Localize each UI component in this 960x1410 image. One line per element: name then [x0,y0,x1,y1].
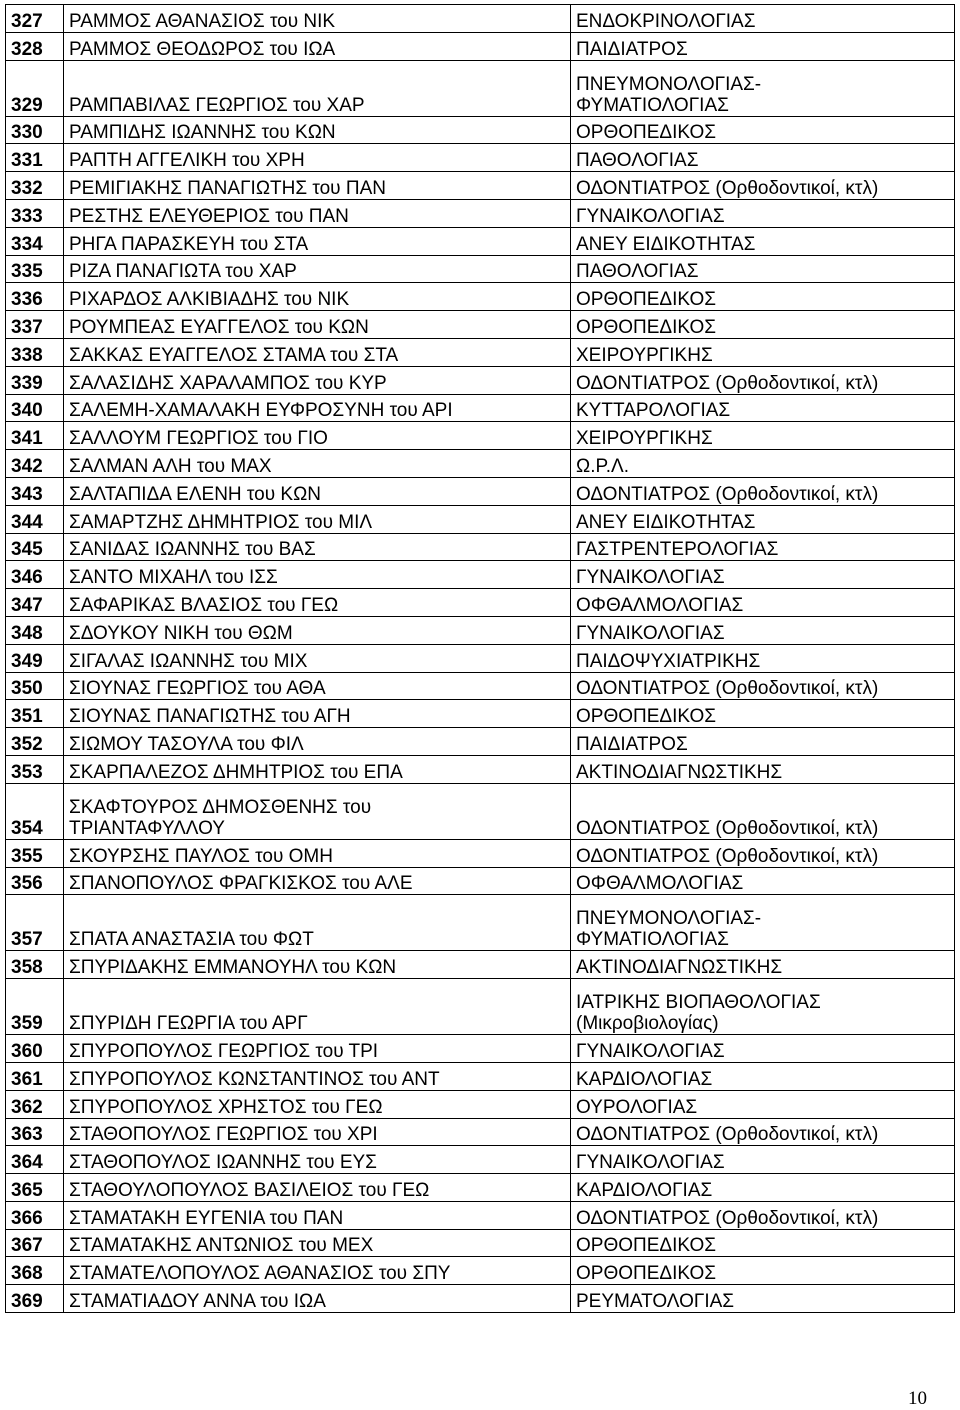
row-number: 347 [6,589,64,617]
doctor-name: ΣΤΑΜΑΤΑΚΗ ΕΥΓΕΝΙΑ του ΠΑΝ [64,1201,571,1229]
row-number: 335 [6,255,64,283]
table-row [6,783,955,839]
table-row [6,1257,955,1285]
specialty: ΓΥΝΑΙΚΟΛΟΓΙΑΣ [571,1146,955,1174]
table-row [6,366,955,394]
row-number: 354 [6,783,64,839]
table-row [6,505,955,533]
row-number: 353 [6,755,64,783]
row-number: 348 [6,616,64,644]
specialty: ΠΑΙΔΙΑΤΡΟΣ [571,32,955,60]
specialty: ΑΚΤΙΝΟΔΙΑΓΝΩΣΤΙΚΗΣ [571,951,955,979]
table-row [6,951,955,979]
doctor-name: ΣΑΛΤΑΠΙΔΑ ΕΛΕΝΗ του ΚΩΝ [64,477,571,505]
row-number: 350 [6,672,64,700]
row-number: 329 [6,60,64,116]
specialty: ΚΥΤΤΑΡΟΛΟΓΙΑΣ [571,394,955,422]
doctor-name: ΣΙΩΜΟΥ ΤΑΣΟΥΛΑ του ΦΙΛ [64,728,571,756]
specialty: ΕΝΔΟΚΡΙΝΟΛΟΓΙΑΣ [571,5,955,33]
table-row [6,1229,955,1257]
doctor-name: ΡΗΓΑ ΠΑΡΑΣΚΕΥΗ του ΣΤΑ [64,227,571,255]
table-row [6,255,955,283]
doctor-name: ΣΠΥΡΙΔΑΚΗΣ ΕΜΜΑΝΟΥΗΛ του ΚΩΝ [64,951,571,979]
doctor-name: ΡΑΠΤΗ ΑΓΓΕΛΙΚΗ του ΧΡΗ [64,144,571,172]
row-number: 359 [6,979,64,1035]
doctor-name: ΣΑΝΙΔΑΣ ΙΩΑΝΝΗΣ του ΒΑΣ [64,533,571,561]
doctor-name: ΣΙΟΥΝΑΣ ΓΕΩΡΓΙΟΣ του ΑΘΑ [64,672,571,700]
row-number: 367 [6,1229,64,1257]
specialty: ΟΡΘΟΠΕΔΙΚΟΣ [571,1229,955,1257]
row-number: 327 [6,5,64,33]
row-number: 338 [6,338,64,366]
row-number: 328 [6,32,64,60]
row-number: 345 [6,533,64,561]
doctor-name: ΣΤΑΜΑΤΙΑΔΟΥ ΑΝΝΑ του ΙΩΑ [64,1285,571,1313]
doctor-name: ΣΑΛΛΟΥΜ ΓΕΩΡΓΙΟΣ του ΓΙΟ [64,422,571,450]
doctor-name: ΣΙΟΥΝΑΣ ΠΑΝΑΓΙΩΤΗΣ του ΑΓΗ [64,700,571,728]
table-row [6,1090,955,1118]
doctor-name: ΣΚΑΦΤΟΥΡΟΣ ΔΗΜΟΣΘΕΝΗΣ του ΤΡΙΑΝΤΑΦΥΛΛΟΥ [64,783,571,839]
doctor-name: ΣΠΥΡΟΠΟΥΛΟΣ ΓΕΩΡΓΙΟΣ του ΤΡΙ [64,1035,571,1063]
doctor-name: ΡΙΧΑΡΔΟΣ ΑΛΚΙΒΙΑΔΗΣ του ΝΙΚ [64,283,571,311]
doctor-name: ΣΙΓΑΛΑΣ ΙΩΑΝΝΗΣ του ΜΙΧ [64,644,571,672]
row-number: 352 [6,728,64,756]
specialty: ΧΕΙΡΟΥΡΓΙΚΗΣ [571,422,955,450]
doctor-name: ΣΑΛΕΜΗ-ΧΑΜΑΛΑΚΗ ΕΥΦΡΟΣΥΝΗ του ΑΡΙ [64,394,571,422]
doctor-name: ΣΤΑΜΑΤΕΛΟΠΟΥΛΟΣ ΑΘΑΝΑΣΙΟΣ του ΣΠΥ [64,1257,571,1285]
doctor-name: ΣΠΥΡΙΔΗ ΓΕΩΡΓΙΑ του ΑΡΓ [64,979,571,1035]
table-row [6,283,955,311]
table-row [6,422,955,450]
table-row [6,311,955,339]
table-row [6,1062,955,1090]
row-number: 357 [6,895,64,951]
specialty: ΠΑΘΟΛΟΓΙΑΣ [571,144,955,172]
specialty: ΟΡΘΟΠΕΔΙΚΟΣ [571,116,955,144]
row-number: 356 [6,867,64,895]
specialty: ΑΝΕΥ ΕΙΔΙΚΟΤΗΤΑΣ [571,227,955,255]
row-number: 349 [6,644,64,672]
specialty: ΓΥΝΑΙΚΟΛΟΓΙΑΣ [571,561,955,589]
specialty: ΑΚΤΙΝΟΔΙΑΓΝΩΣΤΙΚΗΣ [571,755,955,783]
table-row [6,1285,955,1313]
specialty: ΟΔΟΝΤΙΑΤΡΟΣ (Ορθοδοντικοί, κτλ) [571,839,955,867]
specialty: ΟΔΟΝΤΙΑΤΡΟΣ (Ορθοδοντικοί, κτλ) [571,1118,955,1146]
specialty: Ω.Ρ.Λ. [571,450,955,478]
specialty: ΟΡΘΟΠΕΔΙΚΟΣ [571,700,955,728]
table-row [6,172,955,200]
doctor-name: ΣΑΚΚΑΣ ΕΥΑΓΓΕΛΟΣ ΣΤΑΜΑ του ΣΤΑ [64,338,571,366]
doctor-name: ΣΑΜΑΡΤΖΗΣ ΔΗΜΗΤΡΙΟΣ του ΜΙΛ [64,505,571,533]
doctor-name: ΣΔΟΥΚΟΥ ΝΙΚΗ του ΘΩΜ [64,616,571,644]
row-number: 362 [6,1090,64,1118]
row-number: 334 [6,227,64,255]
row-number: 330 [6,116,64,144]
row-number: 361 [6,1062,64,1090]
registry-table [5,4,955,1313]
specialty: ΟΥΡΟΛΟΓΙΑΣ [571,1090,955,1118]
doctor-name: ΡΙΖΑ ΠΑΝΑΓΙΩΤΑ του ΧΑΡ [64,255,571,283]
row-number: 363 [6,1118,64,1146]
specialty: ΟΔΟΝΤΙΑΤΡΟΣ (Ορθοδοντικοί, κτλ) [571,366,955,394]
table-row [6,144,955,172]
doctor-name: ΣΑΛΑΣΙΔΗΣ ΧΑΡΑΛΑΜΠΟΣ του ΚΥΡ [64,366,571,394]
specialty: ΓΑΣΤΡΕΝΤΕΡΟΛΟΓΙΑΣ [571,533,955,561]
table-row [6,867,955,895]
specialty: ΟΔΟΝΤΙΑΤΡΟΣ (Ορθοδοντικοί, κτλ) [571,172,955,200]
specialty: ΟΦΘΑΛΜΟΛΟΓΙΑΣ [571,589,955,617]
doctor-name: ΣΤΑΘΟΠΟΥΛΟΣ ΙΩΑΝΝΗΣ του ΕΥΣ [64,1146,571,1174]
specialty: ΟΡΘΟΠΕΔΙΚΟΣ [571,283,955,311]
table-row [6,199,955,227]
row-number: 366 [6,1201,64,1229]
page-number: 10 [908,1388,927,1409]
table-row [6,700,955,728]
table-row [6,338,955,366]
doctor-name: ΣΑΝΤΟ ΜΙΧΑΗΛ του ΙΣΣ [64,561,571,589]
doctor-name: ΣΠΑΤΑ ΑΝΑΣΤΑΣΙΑ του ΦΩΤ [64,895,571,951]
row-number: 351 [6,700,64,728]
table-row [6,561,955,589]
specialty: ΠΑΙΔΙΑΤΡΟΣ [571,728,955,756]
doctor-name: ΡΑΜΜΟΣ ΑΘΑΝΑΣΙΟΣ του ΝΙΚ [64,5,571,33]
table-row [6,839,955,867]
row-number: 368 [6,1257,64,1285]
row-number: 369 [6,1285,64,1313]
table-row [6,1174,955,1202]
row-number: 333 [6,199,64,227]
row-number: 341 [6,422,64,450]
specialty: ΟΔΟΝΤΙΑΤΡΟΣ (Ορθοδοντικοί, κτλ) [571,477,955,505]
table-row [6,589,955,617]
doctor-name: ΣΠΥΡΟΠΟΥΛΟΣ ΚΩΝΣΤΑΝΤΙΝΟΣ του ΑΝΤ [64,1062,571,1090]
table-row [6,394,955,422]
specialty: ΟΔΟΝΤΙΑΤΡΟΣ (Ορθοδοντικοί, κτλ) [571,1201,955,1229]
specialty: ΟΡΘΟΠΕΔΙΚΟΣ [571,311,955,339]
specialty: ΠΑΙΔΟΨΥΧΙΑΤΡΙΚΗΣ [571,644,955,672]
specialty: ΡΕΥΜΑΤΟΛΟΓΙΑΣ [571,1285,955,1313]
table-row [6,979,955,1035]
table-row [6,60,955,116]
table-row [6,227,955,255]
row-number: 355 [6,839,64,867]
table-row [6,477,955,505]
specialty: ΓΥΝΑΙΚΟΛΟΓΙΑΣ [571,1035,955,1063]
specialty: ΠΝΕΥΜΟΝΟΛΟΓΙΑΣ- ΦΥΜΑΤΙΟΛΟΓΙΑΣ [571,60,955,116]
row-number: 343 [6,477,64,505]
specialty: ΟΦΘΑΛΜΟΛΟΓΙΑΣ [571,867,955,895]
table-row [6,116,955,144]
table-row [6,1201,955,1229]
doctor-name: ΣΑΦΑΡΙΚΑΣ ΒΛΑΣΙΟΣ του ΓΕΩ [64,589,571,617]
row-number: 360 [6,1035,64,1063]
row-number: 336 [6,283,64,311]
table-row [6,1146,955,1174]
row-number: 332 [6,172,64,200]
row-number: 344 [6,505,64,533]
doctor-name: ΣΤΑΘΟΠΟΥΛΟΣ ΓΕΩΡΓΙΟΣ του ΧΡΙ [64,1118,571,1146]
registry-table-body [6,5,955,1313]
table-row [6,1035,955,1063]
specialty: ΧΕΙΡΟΥΡΓΙΚΗΣ [571,338,955,366]
row-number: 358 [6,951,64,979]
specialty: ΑΝΕΥ ΕΙΔΙΚΟΤΗΤΑΣ [571,505,955,533]
table-row [6,533,955,561]
specialty: ΟΔΟΝΤΙΑΤΡΟΣ (Ορθοδοντικοί, κτλ) [571,672,955,700]
doctor-name: ΡΕΜΙΓΙΑΚΗΣ ΠΑΝΑΓΙΩΤΗΣ του ΠΑΝ [64,172,571,200]
row-number: 342 [6,450,64,478]
row-number: 346 [6,561,64,589]
specialty: ΓΥΝΑΙΚΟΛΟΓΙΑΣ [571,616,955,644]
doctor-name: ΡΑΜΠΙΔΗΣ ΙΩΑΝΝΗΣ του ΚΩΝ [64,116,571,144]
row-number: 340 [6,394,64,422]
doctor-name: ΣΚΟΥΡΣΗΣ ΠΑΥΛΟΣ του ΟΜΗ [64,839,571,867]
table-row [6,616,955,644]
table-row [6,5,955,33]
doctor-name: ΣΚΑΡΠΑΛΕΖΟΣ ΔΗΜΗΤΡΙΟΣ του ΕΠΑ [64,755,571,783]
doctor-name: ΣΑΛΜΑΝ ΑΛΗ του ΜΑΧ [64,450,571,478]
table-row [6,755,955,783]
table-row [6,644,955,672]
doctor-name: ΡΟΥΜΠΕΑΣ ΕΥΑΓΓΕΛΟΣ του ΚΩΝ [64,311,571,339]
doctor-name: ΣΤΑΘΟΥΛΟΠΟΥΛΟΣ ΒΑΣΙΛΕΙΟΣ του ΓΕΩ [64,1174,571,1202]
doctor-name: ΡΕΣΤΗΣ ΕΛΕΥΘΕΡΙΟΣ του ΠΑΝ [64,199,571,227]
specialty: ΟΡΘΟΠΕΔΙΚΟΣ [571,1257,955,1285]
table-row [6,1118,955,1146]
doctor-name: ΣΤΑΜΑΤΑΚΗΣ ΑΝΤΩΝΙΟΣ του ΜΕΧ [64,1229,571,1257]
table-row [6,32,955,60]
doctor-name: ΣΠΑΝΟΠΟΥΛΟΣ ΦΡΑΓΚΙΣΚΟΣ του ΑΛΕ [64,867,571,895]
table-row [6,672,955,700]
specialty: ΟΔΟΝΤΙΑΤΡΟΣ (Ορθοδοντικοί, κτλ) [571,783,955,839]
row-number: 364 [6,1146,64,1174]
specialty: ΠΑΘΟΛΟΓΙΑΣ [571,255,955,283]
row-number: 337 [6,311,64,339]
doctor-name: ΣΠΥΡΟΠΟΥΛΟΣ ΧΡΗΣΤΟΣ του ΓΕΩ [64,1090,571,1118]
doctor-name: ΡΑΜΠΑΒΙΛΑΣ ΓΕΩΡΓΙΟΣ του ΧΑΡ [64,60,571,116]
row-number: 339 [6,366,64,394]
specialty: ΠΝΕΥΜΟΝΟΛΟΓΙΑΣ- ΦΥΜΑΤΙΟΛΟΓΙΑΣ [571,895,955,951]
specialty: ΙΑΤΡΙΚΗΣ ΒΙΟΠΑΘΟΛΟΓΙΑΣ (Μικροβιολογίας) [571,979,955,1035]
doctor-name: ΡΑΜΜΟΣ ΘΕΟΔΩΡΟΣ του ΙΩΑ [64,32,571,60]
row-number: 365 [6,1174,64,1202]
row-number: 331 [6,144,64,172]
specialty: ΓΥΝΑΙΚΟΛΟΓΙΑΣ [571,199,955,227]
table-row [6,450,955,478]
table-row [6,895,955,951]
specialty: ΚΑΡΔΙΟΛΟΓΙΑΣ [571,1062,955,1090]
specialty: ΚΑΡΔΙΟΛΟΓΙΑΣ [571,1174,955,1202]
table-row [6,728,955,756]
